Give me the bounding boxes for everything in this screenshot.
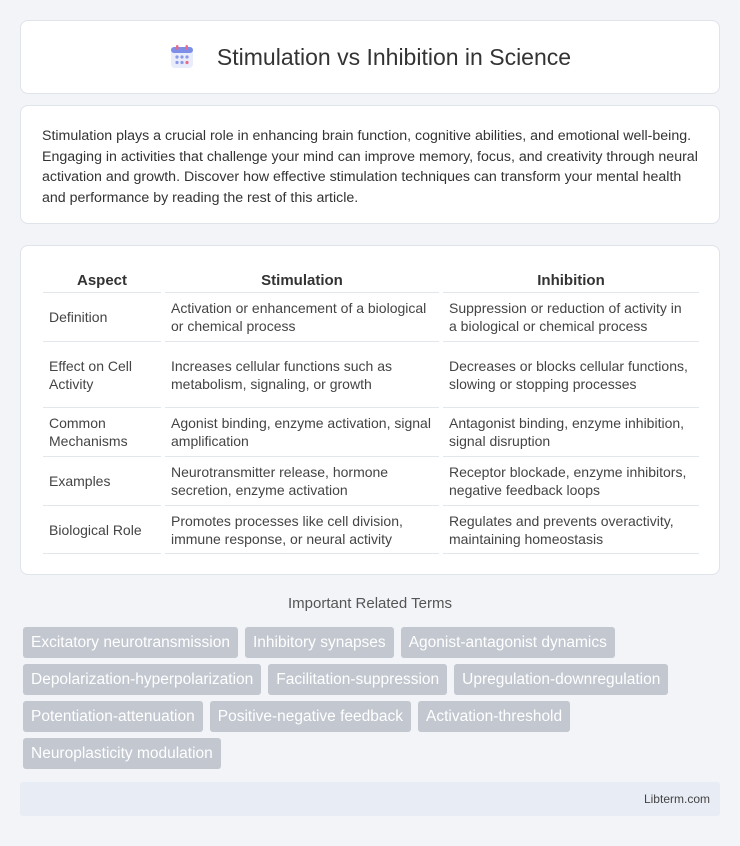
term-tag[interactable]: Facilitation-suppression: [268, 664, 447, 695]
term-tag[interactable]: Upregulation-downregulation: [454, 664, 668, 695]
related-terms-title: Important Related Terms: [288, 595, 452, 612]
header-card: [20, 20, 720, 94]
term-tag[interactable]: Excitatory neurotransmission: [23, 627, 238, 658]
table-header-row: [43, 266, 699, 292]
table-cell: Increases cellular functions such as metabolism, signaling, or growth: [165, 341, 439, 407]
intro-paragraph: Stimulation plays a crucial role in enhancing brain function, cognitive abilities, and emotional well-being. Engaging in activities that challenge your mind can improve memory, focus, and creativity through neural activation and growth. Discover how effective stimulation techniques can transform your mental health and performance by reading the rest of this article.: [42, 128, 698, 206]
table-cell: Biological Role: [43, 505, 161, 554]
table-cell: Agonist binding, enzyme activation, signal amplification: [165, 407, 439, 456]
footer: [20, 782, 720, 816]
table-cell: Antagonist binding, enzyme inhibition, signal disruption: [443, 407, 699, 456]
term-tag[interactable]: Agonist-antagonist dynamics: [401, 627, 615, 658]
comparison-table: [43, 266, 699, 554]
column-header: Stimulation: [261, 272, 343, 289]
table-cell: Definition: [43, 292, 161, 341]
term-tag[interactable]: Neuroplasticity modulation: [23, 738, 221, 769]
table-cell: Examples: [43, 456, 161, 505]
table-cell: Common Mechanisms: [43, 407, 161, 456]
related-terms-list: [23, 627, 713, 775]
table-cell: Receptor blockade, enzyme inhibitors, negative feedback loops: [443, 456, 699, 505]
table-row: [43, 292, 699, 341]
table-cell: Decreases or blocks cellular functions, slowing or stopping processes: [443, 341, 699, 407]
calendar-icon: [169, 44, 195, 70]
term-tag[interactable]: Activation-threshold: [418, 701, 570, 732]
page-title: Stimulation vs Inhibition in Science: [216, 43, 572, 70]
footer-site-link[interactable]: Libterm.com: [643, 792, 710, 806]
table-row: [43, 341, 699, 407]
table-cell: Neurotransmitter release, hormone secretion, enzyme activation: [165, 456, 439, 505]
table-row: [43, 456, 699, 505]
table-cell: Activation or enhancement of a biological or chemical process: [165, 292, 439, 341]
table-row: [43, 505, 699, 554]
table-cell: Effect on Cell Activity: [43, 341, 161, 407]
term-tag[interactable]: Potentiation-attenuation: [23, 701, 203, 732]
table-cell: Promotes processes like cell division, immune response, or neural activity: [165, 505, 439, 554]
table-row: [43, 407, 699, 456]
column-header: Inhibition: [537, 272, 605, 289]
column-header: Aspect: [76, 272, 128, 289]
table-cell: Regulates and prevents overactivity, maintaining homeostasis: [443, 505, 699, 554]
comparison-card: [20, 245, 720, 575]
table-cell: Suppression or reduction of activity in a biological or chemical process: [443, 292, 699, 341]
term-tag[interactable]: Positive-negative feedback: [210, 701, 411, 732]
intro-card: [20, 105, 720, 224]
term-tag[interactable]: Inhibitory synapses: [245, 627, 394, 658]
term-tag[interactable]: Depolarization-hyperpolarization: [23, 664, 261, 695]
